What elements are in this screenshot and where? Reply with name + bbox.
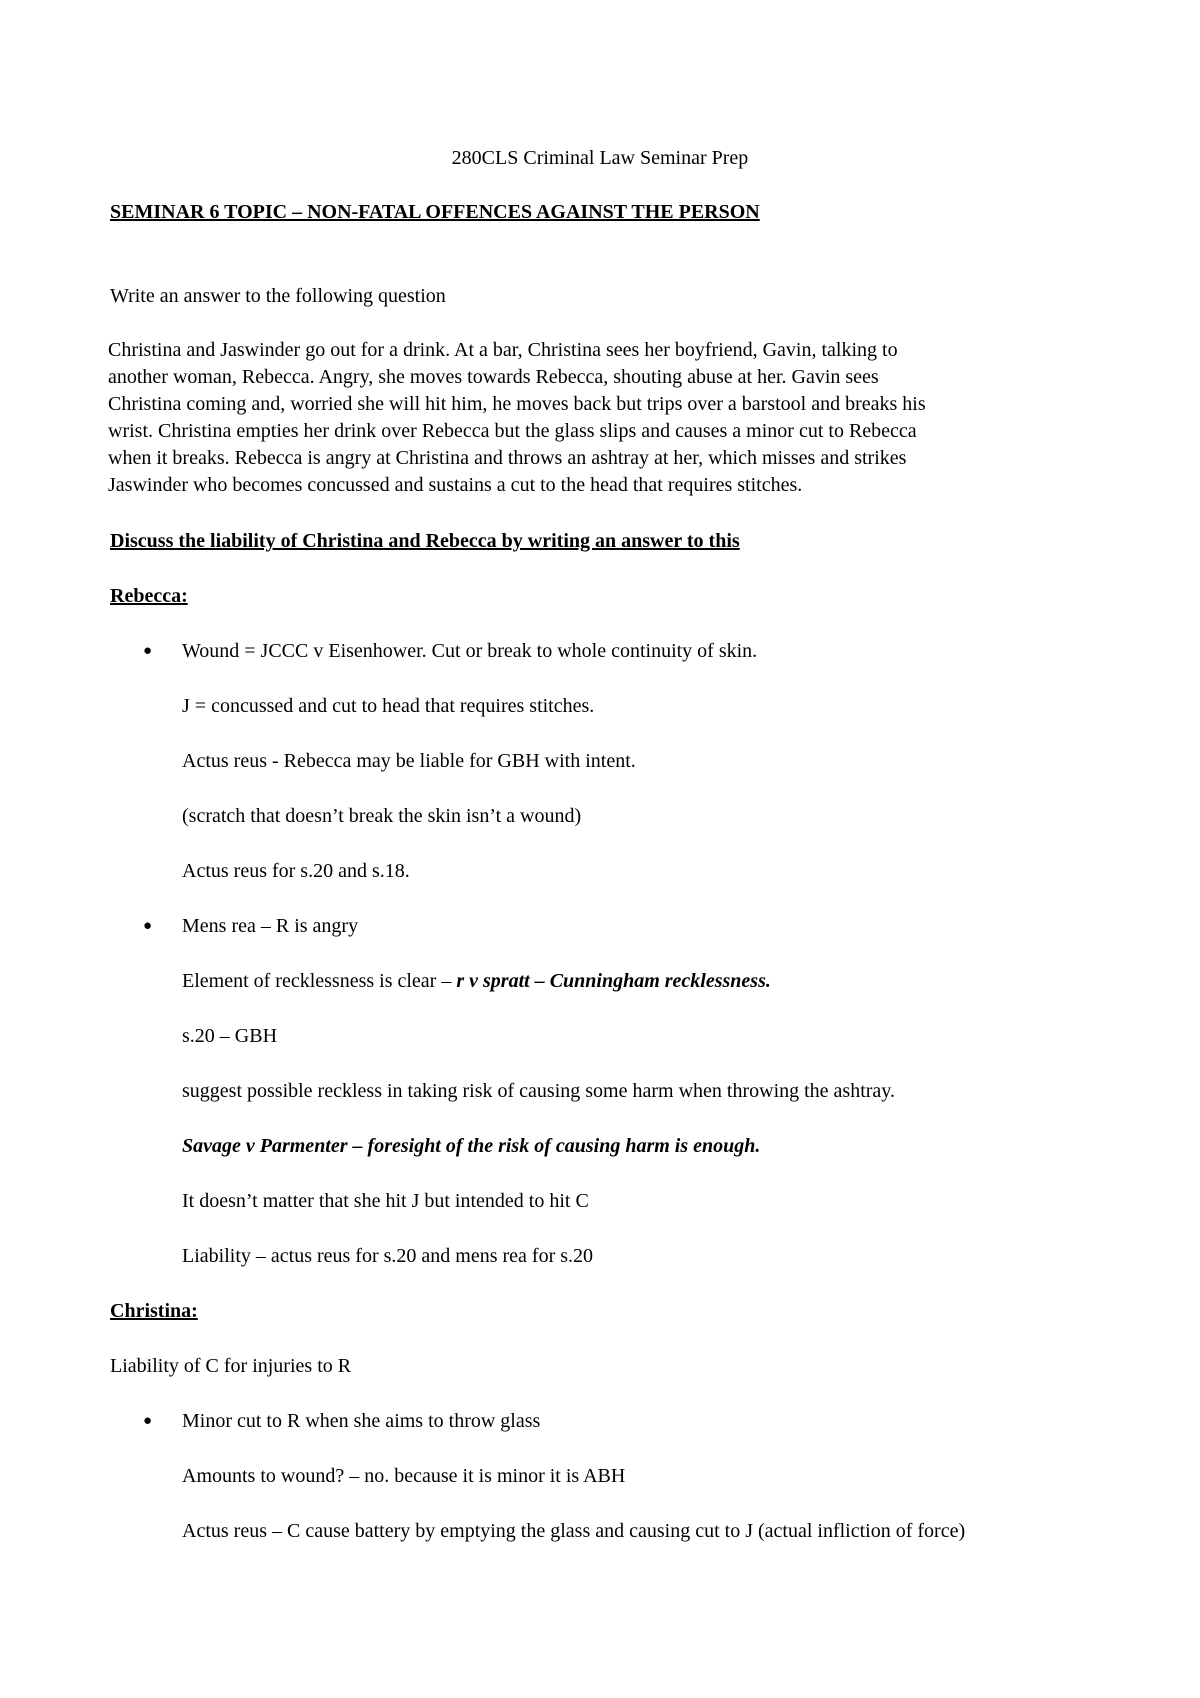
christina-minor-cut-point: Minor cut to R when she aims to throw glass	[182, 1410, 541, 1432]
scenario-line: Christina and Jaswinder go out for a drink. At a bar, Christina sees her boyfriend, Gavin, talking to	[108, 339, 898, 361]
bullet-icon: ●	[143, 918, 153, 934]
bullet-icon: ●	[143, 1413, 153, 1429]
rebecca-transferred-malice: It doesn’t matter that she hit J but intended to hit C	[182, 1190, 589, 1212]
rebecca-scratch-note: (scratch that doesn’t break the skin isn’t a wound)	[182, 805, 582, 827]
scenario-paragraph	[108, 337, 1098, 499]
rebecca-suggest-reckless: suggest possible reckless in taking risk of causing some harm when throwing the ashtray.	[182, 1080, 896, 1102]
rebecca-liability: Liability – actus reus for s.20 and mens rea for s.20	[182, 1245, 594, 1267]
christina-amounts-to-wound: Amounts to wound? – no. because it is minor it is ABH	[182, 1465, 626, 1487]
case-citation: r v spratt – Cunningham recklessness.	[456, 970, 771, 992]
rebecca-heading: Rebecca:	[110, 585, 188, 607]
rebecca-actus-reus: Actus reus - Rebecca may be liable for GBH with intent.	[182, 750, 636, 772]
rebecca-actus-sections: Actus reus for s.20 and s.18.	[182, 860, 410, 882]
scenario-line: when it breaks. Rebecca is angry at Christina and throws an ashtray at her, which misses and strikes	[108, 447, 907, 469]
scenario-line: Jaswinder who becomes concussed and sustains a cut to the head that requires stitches.	[108, 474, 803, 496]
savage-case-citation: Savage v Parmenter – foresight of the risk of causing harm is enough.	[182, 1135, 761, 1157]
christina-intro: Liability of C for injuries to R	[110, 1355, 352, 1377]
discuss-heading: Discuss the liability of Christina and Rebecca by writing an answer to this	[110, 530, 740, 552]
rebecca-mens-rea-point: Mens rea – R is angry	[182, 915, 359, 937]
christina-actus-reus: Actus reus – C cause battery by emptying the glass and causing cut to J (actual infliction of force)	[182, 1520, 966, 1542]
bullet-icon: ●	[143, 643, 153, 659]
rebecca-recklessness	[182, 968, 771, 995]
rebecca-j-injury: J = concussed and cut to head that requires stitches.	[182, 695, 595, 717]
document-title: 280CLS Criminal Law Seminar Prep	[451, 147, 749, 169]
christina-heading: Christina:	[110, 1300, 198, 1322]
rebecca-s20-gbh: s.20 – GBH	[182, 1025, 278, 1047]
scenario-line: Christina coming and, worried she will hit him, he moves back but trips over a barstool and breaks his	[108, 393, 926, 415]
scenario-line: another woman, Rebecca. Angry, she moves towards Rebecca, shouting abuse at her. Gavin sees	[108, 366, 879, 388]
seminar-topic-heading: SEMINAR 6 TOPIC – NON-FATAL OFFENCES AGAINST THE PERSON	[110, 201, 760, 223]
rebecca-wound-point: Wound = JCCC v Eisenhower. Cut or break to whole continuity of skin.	[182, 640, 758, 662]
recklessness-text: Element of recklessness is clear –	[182, 970, 457, 992]
scenario-line: wrist. Christina empties her drink over Rebecca but the glass slips and causes a minor cut to Rebecca	[108, 420, 917, 442]
instruction-text: Write an answer to the following question	[110, 285, 446, 307]
